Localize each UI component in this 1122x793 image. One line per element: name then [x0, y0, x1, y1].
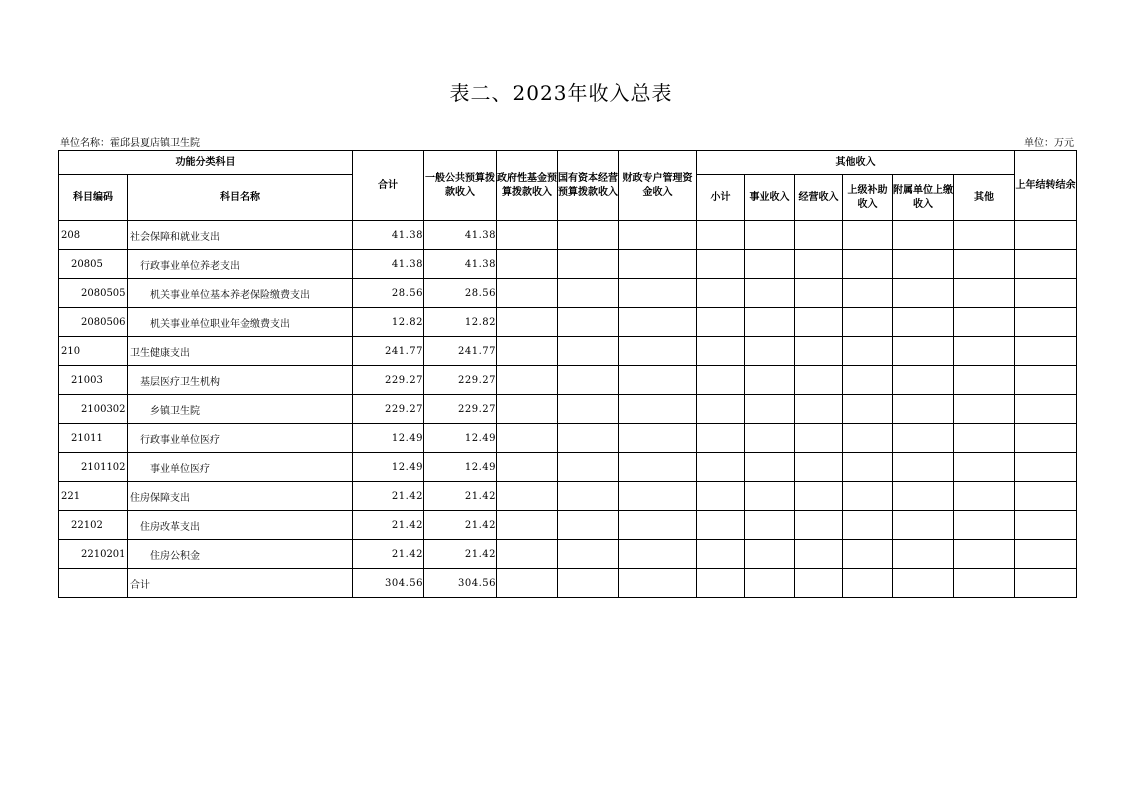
header-affiliated: 附属单位上缴收入 — [893, 175, 954, 221]
empty-cell — [745, 569, 795, 598]
empty-cell — [1015, 540, 1077, 569]
empty-cell — [619, 569, 697, 598]
empty-cell — [619, 366, 697, 395]
subject-code: 22102 — [59, 511, 128, 540]
subject-name: 社会保障和就业支出 — [128, 221, 353, 250]
empty-cell — [843, 569, 893, 598]
empty-cell — [497, 308, 558, 337]
empty-cell — [697, 482, 745, 511]
empty-cell — [1015, 221, 1077, 250]
total-value: 41.38 — [353, 221, 424, 250]
subject-name: 行政事业单位养老支出 — [128, 250, 353, 279]
empty-cell — [497, 540, 558, 569]
empty-cell — [619, 395, 697, 424]
empty-cell — [697, 395, 745, 424]
header-other-income: 其他收入 — [697, 151, 1015, 175]
empty-cell — [558, 250, 619, 279]
empty-cell — [1015, 453, 1077, 482]
general-budget-value: 21.42 — [424, 511, 497, 540]
total-row — [59, 569, 1077, 598]
table-row — [59, 540, 1077, 569]
empty-cell — [619, 453, 697, 482]
empty-cell — [795, 250, 843, 279]
empty-cell — [745, 424, 795, 453]
empty-cell — [893, 453, 954, 482]
table-row — [59, 511, 1077, 540]
empty-cell — [745, 540, 795, 569]
empty-cell — [1015, 250, 1077, 279]
empty-cell — [619, 337, 697, 366]
empty-cell — [795, 569, 843, 598]
empty-cell — [843, 540, 893, 569]
header-general-budget: 一般公共预算拨款收入 — [424, 151, 497, 221]
empty-cell — [954, 453, 1015, 482]
empty-cell — [843, 511, 893, 540]
empty-cell — [843, 395, 893, 424]
total-value: 21.42 — [353, 511, 424, 540]
empty-cell — [843, 221, 893, 250]
empty-cell — [843, 366, 893, 395]
empty-cell — [843, 279, 893, 308]
general-budget-value: 21.42 — [424, 482, 497, 511]
empty-cell — [1015, 511, 1077, 540]
header-name: 科目名称 — [128, 175, 353, 221]
empty-cell — [954, 337, 1015, 366]
table-row — [59, 337, 1077, 366]
empty-cell — [558, 279, 619, 308]
header-other: 其他 — [954, 175, 1015, 221]
empty-cell — [497, 424, 558, 453]
header-business: 事业收入 — [745, 175, 795, 221]
empty-cell — [893, 337, 954, 366]
empty-cell — [497, 482, 558, 511]
general-budget-value: 241.77 — [424, 337, 497, 366]
subject-name: 行政事业单位医疗 — [128, 424, 353, 453]
empty-cell — [697, 424, 745, 453]
empty-cell — [558, 511, 619, 540]
empty-cell — [697, 221, 745, 250]
empty-cell — [619, 279, 697, 308]
empty-cell — [795, 308, 843, 337]
empty-cell — [954, 366, 1015, 395]
general-budget-value: 41.38 — [424, 221, 497, 250]
header-subtotal: 小计 — [697, 175, 745, 221]
empty-cell — [697, 453, 745, 482]
table-row — [59, 366, 1077, 395]
total-row-label: 合计 — [128, 569, 353, 598]
empty-cell — [954, 308, 1015, 337]
empty-cell — [497, 569, 558, 598]
empty-cell — [1015, 366, 1077, 395]
subject-code: 2080506 — [59, 308, 128, 337]
header-total: 合计 — [353, 151, 424, 221]
total-value: 241.77 — [353, 337, 424, 366]
empty-cell — [558, 308, 619, 337]
table-row — [59, 250, 1077, 279]
empty-cell — [745, 337, 795, 366]
header-carryover: 上年结转结余 — [1015, 151, 1077, 221]
empty-cell — [1015, 424, 1077, 453]
empty-cell — [1015, 569, 1077, 598]
empty-cell — [497, 337, 558, 366]
empty-cell — [795, 395, 843, 424]
empty-cell — [558, 540, 619, 569]
empty-cell — [795, 511, 843, 540]
header-operating: 经营收入 — [795, 175, 843, 221]
general-budget-value: 28.56 — [424, 279, 497, 308]
total-value: 12.82 — [353, 308, 424, 337]
empty-cell — [1015, 308, 1077, 337]
table-row — [59, 424, 1077, 453]
empty-cell — [843, 308, 893, 337]
total-value: 12.49 — [353, 424, 424, 453]
total-value: 21.42 — [353, 482, 424, 511]
empty-cell — [697, 511, 745, 540]
general-budget-value: 12.49 — [424, 453, 497, 482]
total-value: 229.27 — [353, 395, 424, 424]
empty-cell — [619, 221, 697, 250]
empty-cell — [697, 308, 745, 337]
empty-cell — [893, 511, 954, 540]
empty-cell — [1015, 482, 1077, 511]
subject-name: 卫生健康支出 — [128, 337, 353, 366]
empty-cell — [558, 482, 619, 511]
empty-cell — [697, 250, 745, 279]
subject-code: 221 — [59, 482, 128, 511]
subject-code: 21003 — [59, 366, 128, 395]
empty-cell — [558, 337, 619, 366]
subject-code: 2080505 — [59, 279, 128, 308]
empty-cell — [893, 569, 954, 598]
empty-cell — [558, 221, 619, 250]
empty-cell — [558, 453, 619, 482]
subject-code: 2210201 — [59, 540, 128, 569]
empty-cell — [795, 424, 843, 453]
table-row — [59, 221, 1077, 250]
table-row — [59, 453, 1077, 482]
header-superior-subsidy: 上级补助收入 — [843, 175, 893, 221]
empty-cell — [497, 395, 558, 424]
empty-cell — [954, 424, 1015, 453]
empty-cell — [954, 395, 1015, 424]
empty-cell — [954, 221, 1015, 250]
total-value: 12.49 — [353, 453, 424, 482]
empty-cell — [619, 511, 697, 540]
unit-name: 单位名称：霍邱县夏店镇卫生院 — [60, 138, 200, 149]
total-value: 28.56 — [353, 279, 424, 308]
empty-cell — [745, 221, 795, 250]
empty-cell — [893, 279, 954, 308]
empty-cell — [619, 540, 697, 569]
subject-code: 2100302 — [59, 395, 128, 424]
empty-cell — [497, 250, 558, 279]
general-budget-value: 21.42 — [424, 540, 497, 569]
empty-cell — [745, 453, 795, 482]
subject-code: 20805 — [59, 250, 128, 279]
empty-cell — [954, 279, 1015, 308]
empty-cell — [795, 453, 843, 482]
empty-cell — [1015, 337, 1077, 366]
subject-name: 机关事业单位基本养老保险缴费支出 — [128, 279, 353, 308]
table-row — [59, 395, 1077, 424]
empty-cell — [843, 453, 893, 482]
header-code: 科目编码 — [59, 175, 128, 221]
table-row — [59, 308, 1077, 337]
empty-cell — [697, 279, 745, 308]
subject-name: 住房保障支出 — [128, 482, 353, 511]
empty-cell — [619, 308, 697, 337]
empty-cell — [893, 221, 954, 250]
empty-cell — [954, 482, 1015, 511]
empty-cell — [843, 337, 893, 366]
empty-cell — [745, 308, 795, 337]
subject-name: 基层医疗卫生机构 — [128, 366, 353, 395]
empty-cell — [497, 366, 558, 395]
unit-label: 单位：万元 — [1024, 138, 1074, 149]
empty-cell — [893, 540, 954, 569]
empty-cell — [558, 569, 619, 598]
subject-name: 乡镇卫生院 — [128, 395, 353, 424]
empty-cell — [558, 395, 619, 424]
empty-cell — [795, 221, 843, 250]
empty-cell — [497, 279, 558, 308]
header-func-class: 功能分类科目 — [59, 151, 353, 175]
empty-cell — [697, 366, 745, 395]
subject-name: 住房公积金 — [128, 540, 353, 569]
general-budget-value: 41.38 — [424, 250, 497, 279]
general-budget-value: 229.27 — [424, 395, 497, 424]
empty-cell — [795, 279, 843, 308]
empty-cell — [1015, 279, 1077, 308]
subject-code: 208 — [59, 221, 128, 250]
empty-cell — [954, 540, 1015, 569]
header-gov-fund: 政府性基金预算拨款收入 — [497, 151, 558, 221]
subject-name: 住房改革支出 — [128, 511, 353, 540]
empty-cell — [619, 424, 697, 453]
empty-cell — [954, 511, 1015, 540]
empty-cell — [619, 250, 697, 279]
empty-cell — [795, 337, 843, 366]
empty-cell — [59, 569, 128, 598]
empty-cell — [697, 540, 745, 569]
subject-name: 事业单位医疗 — [128, 453, 353, 482]
empty-cell — [893, 424, 954, 453]
empty-cell — [1015, 395, 1077, 424]
empty-cell — [795, 482, 843, 511]
empty-cell — [745, 279, 795, 308]
empty-cell — [497, 453, 558, 482]
empty-cell — [954, 569, 1015, 598]
empty-cell — [697, 337, 745, 366]
general-budget-value: 12.49 — [424, 424, 497, 453]
empty-cell — [893, 250, 954, 279]
empty-cell — [745, 366, 795, 395]
empty-cell — [843, 250, 893, 279]
income-table — [58, 150, 1077, 598]
subject-code: 210 — [59, 337, 128, 366]
empty-cell — [697, 569, 745, 598]
grand-general-budget-value: 304.56 — [424, 569, 497, 598]
general-budget-value: 12.82 — [424, 308, 497, 337]
empty-cell — [893, 308, 954, 337]
header-state-capital: 国有资本经营预算拨款收入 — [558, 151, 619, 221]
empty-cell — [843, 482, 893, 511]
grand-total-value: 304.56 — [353, 569, 424, 598]
empty-cell — [558, 424, 619, 453]
empty-cell — [497, 511, 558, 540]
subject-code: 2101102 — [59, 453, 128, 482]
total-value: 41.38 — [353, 250, 424, 279]
subject-name: 机关事业单位职业年金缴费支出 — [128, 308, 353, 337]
empty-cell — [558, 366, 619, 395]
total-value: 21.42 — [353, 540, 424, 569]
table-row — [59, 279, 1077, 308]
empty-cell — [795, 366, 843, 395]
empty-cell — [619, 482, 697, 511]
general-budget-value: 229.27 — [424, 366, 497, 395]
total-value: 229.27 — [353, 366, 424, 395]
empty-cell — [893, 395, 954, 424]
table-row — [59, 482, 1077, 511]
empty-cell — [893, 482, 954, 511]
empty-cell — [843, 424, 893, 453]
subject-code: 21011 — [59, 424, 128, 453]
empty-cell — [745, 395, 795, 424]
empty-cell — [954, 250, 1015, 279]
empty-cell — [497, 221, 558, 250]
empty-cell — [795, 540, 843, 569]
header-special-fund: 财政专户管理资金收入 — [619, 151, 697, 221]
empty-cell — [745, 511, 795, 540]
empty-cell — [893, 366, 954, 395]
empty-cell — [745, 250, 795, 279]
empty-cell — [745, 482, 795, 511]
page-title: 表二、2023年收入总表 — [449, 81, 673, 105]
